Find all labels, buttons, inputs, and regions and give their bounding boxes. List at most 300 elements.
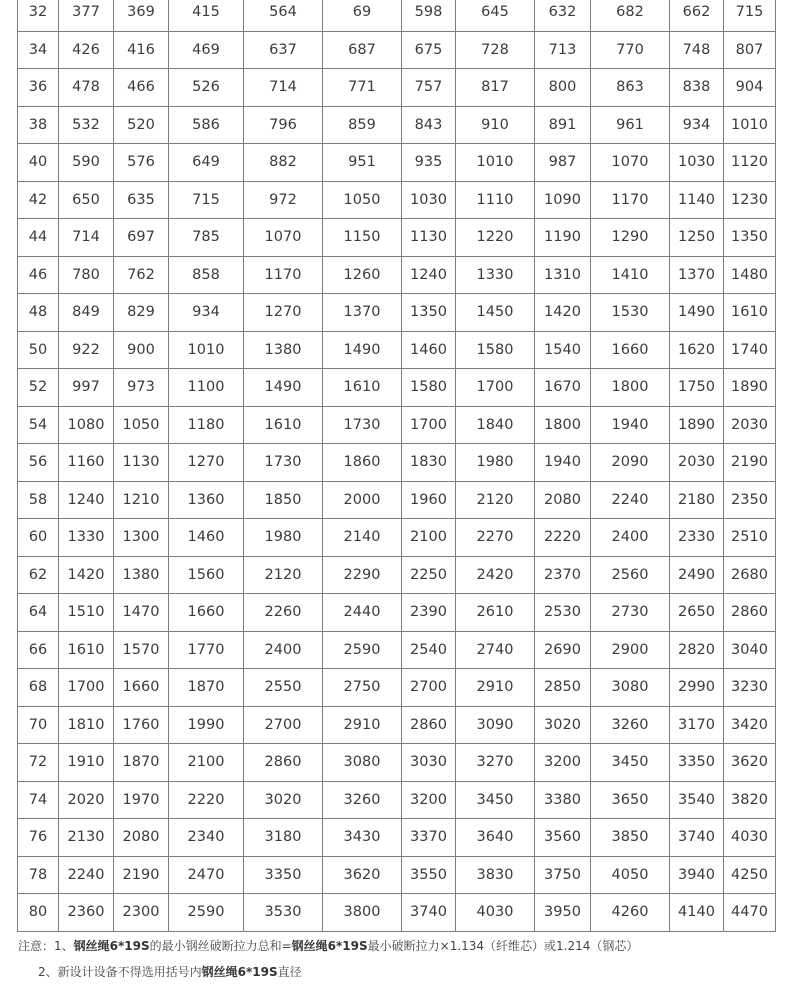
diameter-cell: 66 bbox=[18, 631, 59, 669]
table-cell: 645 bbox=[456, 0, 535, 31]
table-cell: 1170 bbox=[244, 256, 323, 294]
table-cell: 891 bbox=[535, 106, 591, 144]
table-cell: 586 bbox=[169, 106, 244, 144]
table-row bbox=[18, 0, 776, 31]
diameter-cell: 74 bbox=[18, 781, 59, 819]
table-cell: 1230 bbox=[724, 181, 776, 219]
diameter-cell: 40 bbox=[18, 144, 59, 182]
table-cell: 478 bbox=[59, 69, 114, 107]
table-cell: 2100 bbox=[402, 519, 456, 557]
table-cell: 1100 bbox=[169, 369, 244, 407]
table-cell: 2470 bbox=[169, 856, 244, 894]
table-cell: 843 bbox=[402, 106, 456, 144]
table-cell: 715 bbox=[169, 181, 244, 219]
table-cell: 1290 bbox=[591, 219, 670, 257]
table-cell: 3740 bbox=[670, 819, 724, 857]
diameter-cell: 44 bbox=[18, 219, 59, 257]
table-cell: 1890 bbox=[724, 369, 776, 407]
table-cell: 675 bbox=[402, 31, 456, 69]
diameter-cell: 62 bbox=[18, 556, 59, 594]
table-cell: 1940 bbox=[591, 406, 670, 444]
table-cell: 598 bbox=[402, 0, 456, 31]
table-cell: 2550 bbox=[244, 669, 323, 707]
diameter-cell: 56 bbox=[18, 444, 59, 482]
table-cell: 3750 bbox=[535, 856, 591, 894]
note-1-text: 的最小钢丝破断拉力总和= bbox=[149, 939, 292, 953]
table-cell: 2180 bbox=[670, 481, 724, 519]
table-cell: 2090 bbox=[591, 444, 670, 482]
diameter-cell: 76 bbox=[18, 819, 59, 857]
table-cell: 1490 bbox=[323, 331, 402, 369]
table-cell: 687 bbox=[323, 31, 402, 69]
table-cell: 1010 bbox=[169, 331, 244, 369]
diameter-cell: 80 bbox=[18, 894, 59, 932]
diameter-cell: 54 bbox=[18, 406, 59, 444]
table-row bbox=[18, 444, 776, 482]
table-cell: 2120 bbox=[456, 481, 535, 519]
diameter-cell: 70 bbox=[18, 706, 59, 744]
table-cell: 3950 bbox=[535, 894, 591, 932]
table-cell: 4140 bbox=[670, 894, 724, 932]
table-cell: 961 bbox=[591, 106, 670, 144]
table-cell: 1410 bbox=[591, 256, 670, 294]
table-cell: 2270 bbox=[456, 519, 535, 557]
note-1-rope-model-2: 钢丝绳6*19S bbox=[291, 939, 368, 953]
table-cell: 3560 bbox=[535, 819, 591, 857]
table-cell: 3040 bbox=[724, 631, 776, 669]
table-cell: 2820 bbox=[670, 631, 724, 669]
table-cell: 2400 bbox=[244, 631, 323, 669]
table-cell: 1460 bbox=[169, 519, 244, 557]
table-cell: 1460 bbox=[402, 331, 456, 369]
table-cell: 2360 bbox=[59, 894, 114, 932]
table-cell: 1800 bbox=[535, 406, 591, 444]
table-cell: 649 bbox=[169, 144, 244, 182]
table-row bbox=[18, 294, 776, 332]
table-cell: 415 bbox=[169, 0, 244, 31]
table-cell: 1030 bbox=[402, 181, 456, 219]
table-cell: 2390 bbox=[402, 594, 456, 632]
table-cell: 2350 bbox=[724, 481, 776, 519]
table-row bbox=[18, 481, 776, 519]
table-cell: 2750 bbox=[323, 669, 402, 707]
table-row bbox=[18, 856, 776, 894]
table-cell: 3620 bbox=[323, 856, 402, 894]
table-cell: 1870 bbox=[114, 744, 169, 782]
table-cell: 807 bbox=[724, 31, 776, 69]
table-cell: 369 bbox=[114, 0, 169, 31]
table-cell: 3940 bbox=[670, 856, 724, 894]
table-cell: 2700 bbox=[402, 669, 456, 707]
table-cell: 1330 bbox=[59, 519, 114, 557]
table-cell: 2080 bbox=[114, 819, 169, 857]
table-cell: 1840 bbox=[456, 406, 535, 444]
table-cell: 771 bbox=[323, 69, 402, 107]
table-cell: 3170 bbox=[670, 706, 724, 744]
table-cell: 1190 bbox=[535, 219, 591, 257]
table-cell: 882 bbox=[244, 144, 323, 182]
table-cell: 4260 bbox=[591, 894, 670, 932]
table-cell: 1310 bbox=[535, 256, 591, 294]
table-cell: 2590 bbox=[323, 631, 402, 669]
table-cell: 2190 bbox=[114, 856, 169, 894]
diameter-cell: 64 bbox=[18, 594, 59, 632]
diameter-cell: 50 bbox=[18, 331, 59, 369]
table-cell: 2540 bbox=[402, 631, 456, 669]
table-cell: 2990 bbox=[670, 669, 724, 707]
table-cell: 637 bbox=[244, 31, 323, 69]
table-cell: 1770 bbox=[169, 631, 244, 669]
table-cell: 1800 bbox=[591, 369, 670, 407]
table-row bbox=[18, 669, 776, 707]
table-cell: 1760 bbox=[114, 706, 169, 744]
table-cell: 3200 bbox=[535, 744, 591, 782]
table-cell: 1350 bbox=[402, 294, 456, 332]
notes bbox=[18, 933, 778, 985]
table-cell: 2330 bbox=[670, 519, 724, 557]
table-cell: 858 bbox=[169, 256, 244, 294]
table-cell: 3090 bbox=[456, 706, 535, 744]
note-line-2 bbox=[18, 959, 778, 985]
table-cell: 2590 bbox=[169, 894, 244, 932]
table-cell: 1540 bbox=[535, 331, 591, 369]
table-cell: 1810 bbox=[59, 706, 114, 744]
table-row bbox=[18, 369, 776, 407]
table-cell: 714 bbox=[59, 219, 114, 257]
table-cell: 1860 bbox=[323, 444, 402, 482]
table-cell: 770 bbox=[591, 31, 670, 69]
table-cell: 1010 bbox=[456, 144, 535, 182]
table-cell: 785 bbox=[169, 219, 244, 257]
table-cell: 2100 bbox=[169, 744, 244, 782]
table-cell: 904 bbox=[724, 69, 776, 107]
table-cell: 1750 bbox=[670, 369, 724, 407]
table-cell: 1050 bbox=[114, 406, 169, 444]
table-cell: 682 bbox=[591, 0, 670, 31]
table-cell: 2190 bbox=[724, 444, 776, 482]
table-cell: 910 bbox=[456, 106, 535, 144]
diameter-cell: 46 bbox=[18, 256, 59, 294]
table-cell: 4030 bbox=[724, 819, 776, 857]
table-cell: 1180 bbox=[169, 406, 244, 444]
table-cell: 1160 bbox=[59, 444, 114, 482]
diameter-cell: 32 bbox=[18, 0, 59, 31]
table-cell: 1360 bbox=[169, 481, 244, 519]
table-cell: 1350 bbox=[724, 219, 776, 257]
note-line-1 bbox=[18, 933, 778, 959]
table-cell: 3020 bbox=[535, 706, 591, 744]
table-cell: 662 bbox=[670, 0, 724, 31]
table-cell: 1140 bbox=[670, 181, 724, 219]
table-row bbox=[18, 706, 776, 744]
table-cell: 817 bbox=[456, 69, 535, 107]
table-cell: 1610 bbox=[323, 369, 402, 407]
table-cell: 2080 bbox=[535, 481, 591, 519]
table-cell: 576 bbox=[114, 144, 169, 182]
table-cell: 1370 bbox=[670, 256, 724, 294]
diameter-cell: 60 bbox=[18, 519, 59, 557]
table-cell: 1990 bbox=[169, 706, 244, 744]
table-cell: 632 bbox=[535, 0, 591, 31]
table-row bbox=[18, 744, 776, 782]
table-cell: 973 bbox=[114, 369, 169, 407]
table-cell: 1610 bbox=[244, 406, 323, 444]
table-cell: 1580 bbox=[402, 369, 456, 407]
table-cell: 3530 bbox=[244, 894, 323, 932]
table-cell: 714 bbox=[244, 69, 323, 107]
note-1-formula: 最小破断拉力×1.134（纤维芯）或1.214（钢芯） bbox=[367, 939, 639, 953]
table-cell: 1260 bbox=[323, 256, 402, 294]
table-cell: 1980 bbox=[456, 444, 535, 482]
table-cell: 2730 bbox=[591, 594, 670, 632]
table-cell: 1660 bbox=[169, 594, 244, 632]
table-cell: 2680 bbox=[724, 556, 776, 594]
table-cell: 526 bbox=[169, 69, 244, 107]
table-cell: 1240 bbox=[402, 256, 456, 294]
table-cell: 1660 bbox=[591, 331, 670, 369]
table-cell: 1830 bbox=[402, 444, 456, 482]
table-cell: 2140 bbox=[323, 519, 402, 557]
table-cell: 1660 bbox=[114, 669, 169, 707]
table-cell: 1270 bbox=[169, 444, 244, 482]
table-row bbox=[18, 31, 776, 69]
table-cell: 69 bbox=[323, 0, 402, 31]
note-2-prefix: 2、新设计设备不得选用括号内 bbox=[38, 965, 202, 979]
table-cell: 900 bbox=[114, 331, 169, 369]
table-cell: 829 bbox=[114, 294, 169, 332]
table-cell: 713 bbox=[535, 31, 591, 69]
table-cell: 1210 bbox=[114, 481, 169, 519]
table-cell: 997 bbox=[59, 369, 114, 407]
table-cell: 3540 bbox=[670, 781, 724, 819]
table-cell: 2860 bbox=[244, 744, 323, 782]
table-cell: 2910 bbox=[323, 706, 402, 744]
table-cell: 3650 bbox=[591, 781, 670, 819]
table-cell: 590 bbox=[59, 144, 114, 182]
table-cell: 377 bbox=[59, 0, 114, 31]
table-cell: 3550 bbox=[402, 856, 456, 894]
table-cell: 3030 bbox=[402, 744, 456, 782]
table-cell: 2900 bbox=[591, 631, 670, 669]
table-cell: 2700 bbox=[244, 706, 323, 744]
table-row bbox=[18, 181, 776, 219]
table-cell: 2850 bbox=[535, 669, 591, 707]
table-cell: 1490 bbox=[670, 294, 724, 332]
table-cell: 2860 bbox=[724, 594, 776, 632]
table-cell: 2130 bbox=[59, 819, 114, 857]
table-cell: 934 bbox=[169, 294, 244, 332]
table-row bbox=[18, 106, 776, 144]
table-cell: 3420 bbox=[724, 706, 776, 744]
table-cell: 1170 bbox=[591, 181, 670, 219]
table-cell: 3450 bbox=[591, 744, 670, 782]
table-cell: 728 bbox=[456, 31, 535, 69]
table-cell: 863 bbox=[591, 69, 670, 107]
table-cell: 3820 bbox=[724, 781, 776, 819]
table-cell: 1270 bbox=[244, 294, 323, 332]
table-cell: 987 bbox=[535, 144, 591, 182]
table-cell: 2610 bbox=[456, 594, 535, 632]
table-cell: 1130 bbox=[114, 444, 169, 482]
table-cell: 1910 bbox=[59, 744, 114, 782]
table-cell: 2260 bbox=[244, 594, 323, 632]
table-cell: 1730 bbox=[323, 406, 402, 444]
table-row bbox=[18, 219, 776, 257]
table-cell: 2240 bbox=[59, 856, 114, 894]
table-cell: 3260 bbox=[591, 706, 670, 744]
table-cell: 3200 bbox=[402, 781, 456, 819]
table-cell: 1610 bbox=[724, 294, 776, 332]
table-row bbox=[18, 556, 776, 594]
table-cell: 1120 bbox=[724, 144, 776, 182]
diameter-cell: 48 bbox=[18, 294, 59, 332]
table-cell: 3830 bbox=[456, 856, 535, 894]
table-cell: 2650 bbox=[670, 594, 724, 632]
table-cell: 2860 bbox=[402, 706, 456, 744]
table-cell: 1090 bbox=[535, 181, 591, 219]
table-cell: 697 bbox=[114, 219, 169, 257]
strength-table-body bbox=[18, 0, 776, 931]
table-cell: 4250 bbox=[724, 856, 776, 894]
table-cell: 1480 bbox=[724, 256, 776, 294]
table-cell: 1250 bbox=[670, 219, 724, 257]
table-cell: 2300 bbox=[114, 894, 169, 932]
table-cell: 934 bbox=[670, 106, 724, 144]
table-cell: 1010 bbox=[724, 106, 776, 144]
table-cell: 1530 bbox=[591, 294, 670, 332]
table-cell: 4030 bbox=[456, 894, 535, 932]
table-cell: 762 bbox=[114, 256, 169, 294]
table-cell: 1960 bbox=[402, 481, 456, 519]
table-cell: 757 bbox=[402, 69, 456, 107]
table-cell: 650 bbox=[59, 181, 114, 219]
table-cell: 564 bbox=[244, 0, 323, 31]
table-cell: 1940 bbox=[535, 444, 591, 482]
table-cell: 859 bbox=[323, 106, 402, 144]
table-cell: 635 bbox=[114, 181, 169, 219]
table-cell: 972 bbox=[244, 181, 323, 219]
diameter-cell: 36 bbox=[18, 69, 59, 107]
table-cell: 800 bbox=[535, 69, 591, 107]
table-row bbox=[18, 631, 776, 669]
diameter-cell: 38 bbox=[18, 106, 59, 144]
table-cell: 1700 bbox=[59, 669, 114, 707]
table-cell: 3080 bbox=[323, 744, 402, 782]
table-cell: 466 bbox=[114, 69, 169, 107]
note-2-rope-model: 钢丝绳6*19S bbox=[201, 965, 278, 979]
diameter-cell: 68 bbox=[18, 669, 59, 707]
table-cell: 748 bbox=[670, 31, 724, 69]
table-cell: 1490 bbox=[244, 369, 323, 407]
table-cell: 849 bbox=[59, 294, 114, 332]
strength-table-wrapper bbox=[17, 0, 775, 932]
table-cell: 3180 bbox=[244, 819, 323, 857]
table-cell: 1450 bbox=[456, 294, 535, 332]
table-row bbox=[18, 144, 776, 182]
table-cell: 2490 bbox=[670, 556, 724, 594]
table-row bbox=[18, 331, 776, 369]
note-1-prefix: 注意：1、 bbox=[18, 939, 74, 953]
table-cell: 1150 bbox=[323, 219, 402, 257]
diameter-cell: 52 bbox=[18, 369, 59, 407]
table-cell: 426 bbox=[59, 31, 114, 69]
table-cell: 2560 bbox=[591, 556, 670, 594]
table-cell: 2690 bbox=[535, 631, 591, 669]
table-cell: 2030 bbox=[724, 406, 776, 444]
table-cell: 2400 bbox=[591, 519, 670, 557]
table-cell: 3640 bbox=[456, 819, 535, 857]
table-cell: 1380 bbox=[114, 556, 169, 594]
table-cell: 4470 bbox=[724, 894, 776, 932]
diameter-cell: 72 bbox=[18, 744, 59, 782]
table-cell: 2240 bbox=[591, 481, 670, 519]
table-cell: 1220 bbox=[456, 219, 535, 257]
table-cell: 1730 bbox=[244, 444, 323, 482]
table-cell: 2020 bbox=[59, 781, 114, 819]
table-cell: 2220 bbox=[169, 781, 244, 819]
table-cell: 922 bbox=[59, 331, 114, 369]
table-row bbox=[18, 69, 776, 107]
table-cell: 2370 bbox=[535, 556, 591, 594]
strength-table bbox=[17, 0, 776, 932]
table-cell: 1110 bbox=[456, 181, 535, 219]
table-cell: 3260 bbox=[323, 781, 402, 819]
table-cell: 3370 bbox=[402, 819, 456, 857]
table-row bbox=[18, 894, 776, 932]
table-cell: 780 bbox=[59, 256, 114, 294]
table-cell: 1850 bbox=[244, 481, 323, 519]
table-cell: 715 bbox=[724, 0, 776, 31]
table-cell: 416 bbox=[114, 31, 169, 69]
table-cell: 3350 bbox=[670, 744, 724, 782]
diameter-cell: 34 bbox=[18, 31, 59, 69]
table-cell: 1700 bbox=[456, 369, 535, 407]
table-cell: 2440 bbox=[323, 594, 402, 632]
table-cell: 1420 bbox=[59, 556, 114, 594]
table-cell: 2220 bbox=[535, 519, 591, 557]
table-cell: 1070 bbox=[591, 144, 670, 182]
table-cell: 2250 bbox=[402, 556, 456, 594]
table-cell: 935 bbox=[402, 144, 456, 182]
table-cell: 1130 bbox=[402, 219, 456, 257]
table-cell: 1570 bbox=[114, 631, 169, 669]
table-cell: 1740 bbox=[724, 331, 776, 369]
table-cell: 2740 bbox=[456, 631, 535, 669]
table-cell: 532 bbox=[59, 106, 114, 144]
table-cell: 2420 bbox=[456, 556, 535, 594]
diameter-cell: 58 bbox=[18, 481, 59, 519]
table-cell: 1870 bbox=[169, 669, 244, 707]
table-cell: 2510 bbox=[724, 519, 776, 557]
table-row bbox=[18, 519, 776, 557]
table-cell: 3430 bbox=[323, 819, 402, 857]
table-cell: 1980 bbox=[244, 519, 323, 557]
table-cell: 1560 bbox=[169, 556, 244, 594]
table-cell: 1670 bbox=[535, 369, 591, 407]
table-cell: 3380 bbox=[535, 781, 591, 819]
table-cell: 1890 bbox=[670, 406, 724, 444]
table-cell: 1620 bbox=[670, 331, 724, 369]
table-cell: 1510 bbox=[59, 594, 114, 632]
table-cell: 796 bbox=[244, 106, 323, 144]
table-row bbox=[18, 819, 776, 857]
table-cell: 1240 bbox=[59, 481, 114, 519]
table-cell: 3850 bbox=[591, 819, 670, 857]
table-cell: 3450 bbox=[456, 781, 535, 819]
table-cell: 3230 bbox=[724, 669, 776, 707]
table-row bbox=[18, 781, 776, 819]
table-cell: 3020 bbox=[244, 781, 323, 819]
